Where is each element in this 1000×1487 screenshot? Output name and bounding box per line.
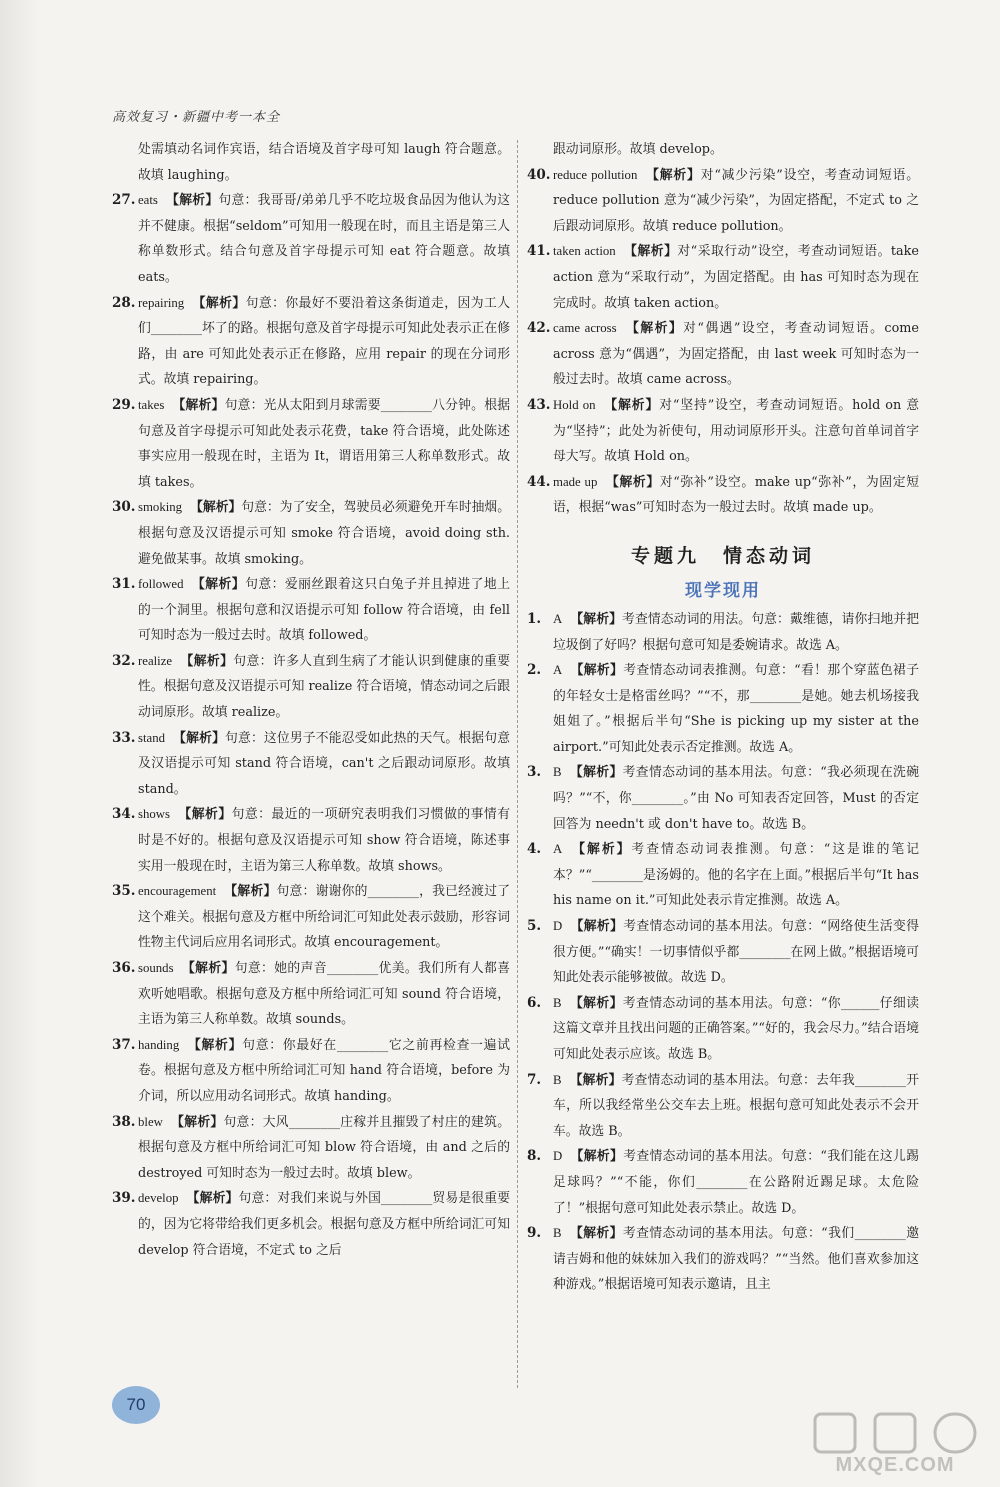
item-number: 38. (112, 1113, 136, 1130)
answer-item (112, 956, 510, 1033)
item-answer: taken action (553, 244, 616, 259)
item-explanation: 考查情态动词的基本用法。句意：“我们能在这儿踢足球吗？”“不能，你们________在公路附近踢足球。太危险了！”根据句意可知此处表示禁止。故选 D。 (553, 1149, 920, 1216)
watermark-text: MXQE.COM (835, 1454, 955, 1476)
watermark-logo (805, 1410, 985, 1480)
item-answer: A (553, 842, 563, 857)
analysis-tag: 【解析】 (570, 1149, 624, 1165)
analysis-tag: 【解析】 (623, 244, 678, 260)
item-explanation: 句意：为了安全，驾驶员必须避免开车时抽烟。根据句意及汉语提示可知 smoke 符合语境，avoid doing sth. 避免做某事。故填 smoking。 (138, 500, 511, 567)
item-explanation: 对“弥补”设空。make up“弥补”，为固定短语，根据“was”可知时态为一般过去时。故填 made up。 (553, 474, 919, 516)
item-answer: D (553, 1149, 563, 1164)
item-explanation: 句意：对我们来说与外国________贸易是很重要的，因为它将带给我们更多机会。根据句意及方框中所给词汇可知 develop 符合语境，不定式 to 之后 (138, 1191, 511, 1258)
analysis-tag: 【解析】 (569, 765, 623, 781)
item-number: 40. (527, 166, 551, 183)
item-answer: repairing (138, 295, 185, 310)
analysis-tag: 【解析】 (603, 397, 660, 413)
item-answer: develop (138, 1191, 179, 1206)
item-number: 29. (112, 396, 136, 413)
item-number: 33. (112, 729, 136, 746)
answer-item (527, 1068, 919, 1145)
item-explanation: 句意：她的声音________优美。我们所有人都喜欢听她唱歌。根据句意及方框中所给词汇可知 sound 符合语境，主语为第三人称单数。故填 sounds。 (138, 961, 511, 1028)
analysis-tag: 【解析】 (165, 193, 219, 209)
item-number: 27. (112, 192, 136, 209)
right-column-exercises (527, 607, 919, 1298)
answer-item (112, 1110, 510, 1187)
item-answer: B (553, 995, 562, 1010)
item-explanation: 处需填动名词作宾语，结合语境及首字母可知 laugh 符合题意。故填 laughing。 (138, 142, 510, 183)
analysis-tag: 【解析】 (187, 1037, 243, 1053)
analysis-tag: 【解析】 (190, 500, 242, 516)
item-answer: handing (138, 1037, 180, 1052)
item-number: 30. (112, 499, 136, 516)
item-explanation: 句意：这位男子不能忍受如此热的天气。根据句意及汉语提示可知 stand 符合语境，can't 之后跟动词原形。故填 stand。 (138, 730, 511, 797)
item-explanation: 对“采取行动”设空，考查动词短语。take action 意为“采取行动”，为固定搭配。由 has 可知时态为现在完成时。故填 taken action。 (553, 244, 920, 311)
answer-item (527, 470, 919, 521)
analysis-tag: 【解析】 (605, 474, 660, 490)
answer-item (527, 393, 919, 470)
running-header: 高效复习・新疆中考一本全 (112, 110, 281, 125)
analysis-tag: 【解析】 (569, 1072, 622, 1088)
item-number: 32. (112, 652, 136, 669)
left-column (112, 137, 510, 1263)
item-answer: eats (138, 193, 158, 208)
analysis-tag: 【解析】 (224, 884, 277, 900)
item-answer: B (553, 1072, 562, 1087)
answer-item (112, 188, 510, 290)
analysis-tag: 【解析】 (181, 961, 235, 976)
item-explanation: 句意：你最好在________它之前再检查一遍试卷。根据句意及方框中所给词汇可知 hand 符合语境，before 为介词，所以应用动名词形式。故填 handing。 (138, 1037, 511, 1104)
item-number: 39. (112, 1190, 136, 1207)
item-explanation: 句意：爱丽丝跟着这只白兔子并且掉进了地上的一个洞里。根据句意和汉语提示可知 follow 符合语境，由 fell 可知时态为一般过去时。故填 followed。 (138, 577, 511, 644)
item-number: 44. (527, 473, 551, 490)
item-explanation: 句意：最近的一项研究表明我们习惯做的事情有时是不好的。根据句意及汉语提示可知 show 符合语境，陈述事实用一般现在时，主语为第三人称单数。故填 shows。 (138, 807, 511, 874)
item-explanation: 句意：你最好不要沿着这条街道走，因为工人们________坏了的路。根据句意及首字母提示可知此处表示正在修路，由 are 可知此处表示正在修路，应用 repair 的现在分词形式。故填 repairing。 (138, 295, 511, 388)
answer-item (527, 239, 919, 316)
answer-item (527, 658, 919, 760)
answer-item (527, 137, 919, 163)
item-answer: blew (138, 1114, 163, 1129)
analysis-tag: 【解析】 (172, 397, 225, 413)
watermark-glyphs-icon (805, 1410, 985, 1456)
item-explanation: 对“偶遇”设空，考查动词短语。come across 意为“偶遇”，为固定搭配，由 last week 可知时态为一般过去时。故填 came across。 (553, 321, 920, 388)
item-number: 5. (527, 918, 542, 935)
item-explanation: 跟动词原形。故填 develop。 (553, 142, 723, 157)
item-explanation: 考查情态动词表推测。句意：“这是谁的笔记本？”“________是汤姆的。他的名字在上面。”根据后半句“It has his name on it.”可知此处表示肯定推测。故选 A。 (553, 842, 920, 909)
item-answer: made up (553, 474, 598, 489)
analysis-tag: 【解析】 (570, 611, 623, 627)
answer-item (527, 1221, 919, 1298)
page-edge-shadow (0, 0, 40, 1487)
item-answer: A (553, 611, 563, 626)
answer-item (527, 837, 919, 914)
item-number: 7. (527, 1071, 542, 1088)
answer-item (112, 879, 510, 956)
answer-item (112, 649, 510, 726)
analysis-tag: 【解析】 (173, 730, 226, 746)
right-column-answers (527, 137, 919, 521)
answer-item (112, 726, 510, 803)
answer-item (112, 1033, 510, 1110)
answer-item (527, 607, 919, 658)
item-explanation: 考查情态动词的基本用法。句意：“我们________邀请吉姆和他的妹妹加入我们的游戏吗？”“当然。他们喜欢参加这种游戏。”根据语境可知表示邀请，且主 (553, 1226, 919, 1293)
item-number: 4. (527, 841, 542, 858)
item-number: 2. (527, 662, 542, 679)
answer-item (112, 572, 510, 649)
item-explanation: 考查情态动词的基本用法。句意：“网络使生活变得很方便。”“确实！一切事情似乎都________在网上做。”根据语境可知此处表示能够被做。故选 D。 (553, 919, 920, 986)
item-explanation: 考查情态动词的基本用法。句意：去年我________开车，所以我经常坐公交车去上班。根据句意可知此处表示不会开车。故选 B。 (553, 1072, 920, 1139)
item-answer: A (553, 663, 563, 678)
item-number: 9. (527, 1225, 542, 1242)
item-number: 41. (527, 243, 551, 260)
analysis-tag: 【解析】 (569, 1226, 623, 1242)
item-number: 28. (112, 294, 136, 311)
item-number: 1. (527, 610, 542, 627)
analysis-tag: 【解析】 (624, 321, 684, 337)
item-answer: reduce pollution (553, 167, 638, 182)
item-number: 35. (112, 883, 136, 900)
item-explanation: 句意：大风________庄稼并且摧毁了村庄的建筑。根据句意及方框中所给词汇可知 blow 符合语境，由 and 之后的 destroyed 可知时态为一般过去时。故填 blew。 (138, 1114, 511, 1181)
item-answer: sounds (138, 961, 174, 975)
item-answer: takes (138, 397, 165, 412)
right-column (527, 137, 919, 1298)
answer-item (112, 291, 510, 393)
item-answer: stand (138, 730, 166, 745)
item-number: 3. (527, 764, 542, 781)
answer-item (112, 495, 510, 572)
item-number: 36. (112, 960, 136, 976)
analysis-tag: 【解析】 (570, 663, 624, 679)
item-answer: came across (553, 321, 617, 336)
item-number: 31. (112, 576, 136, 593)
answer-item (527, 760, 919, 837)
page-number-badge (112, 1386, 160, 1424)
sub-title: 现学现用 (685, 580, 761, 601)
analysis-tag: 【解析】 (180, 653, 234, 669)
answer-item (112, 1186, 510, 1263)
analysis-tag: 【解析】 (645, 167, 701, 183)
answer-item (112, 393, 510, 495)
item-number: 6. (527, 994, 542, 1011)
item-answer: B (553, 1226, 562, 1241)
item-answer: D (553, 919, 563, 934)
page-number: 70 (126, 1395, 146, 1414)
item-number: 43. (527, 396, 551, 413)
item-answer: encouragement (138, 884, 217, 899)
answer-item (112, 137, 510, 188)
item-answer: realize (138, 653, 173, 668)
answer-item (527, 1144, 919, 1221)
item-explanation: 考查情态动词的基本用法。句意：“我必须现在洗碗吗？”“不，你________。”由 No 可知表否定回答，Must 的否定回答为 needn't 或 don't have to。故选 B。 (553, 765, 919, 832)
item-answer: Hold on (553, 397, 596, 412)
item-explanation: 句意：许多人直到生病了才能认识到健康的重要性。根据句意及汉语提示可知 realize 符合语境，情态动词之后跟动词原形。故填 realize。 (138, 653, 511, 721)
item-answer: shows (138, 807, 170, 822)
item-explanation: 对“坚持”设空，考查动词短语。hold on 意为“坚持”；此处为祈使句，用动词原形开头。注意句首单词首字母大写。故填 Hold on。 (553, 397, 920, 465)
analysis-tag: 【解析】 (186, 1191, 239, 1207)
analysis-tag: 【解析】 (192, 295, 246, 311)
answer-item (527, 316, 919, 393)
analysis-tag: 【解析】 (570, 842, 632, 858)
item-explanation: 对“减少污染”设空，考查动词短语。reduce pollution 意为“减少污染”，为固定搭配，不定式 to 之后跟动词原形。故填 reduce pollution。 (553, 167, 919, 234)
section-title: 专题九 情态动词 (630, 544, 815, 567)
item-explanation: 句意：谢谢你的________，我已经渡过了这个难关。根据句意及方框中所给词汇可知此处表示鼓励，形容词性物主代词后应用名词形式。故填 encouragement。 (138, 884, 511, 951)
item-number: 34. (112, 806, 136, 823)
analysis-tag: 【解析】 (191, 577, 246, 593)
answer-item (112, 802, 510, 879)
item-number: 8. (527, 1148, 542, 1165)
analysis-tag: 【解析】 (570, 919, 624, 935)
item-answer: smoking (138, 500, 183, 515)
column-divider (517, 140, 518, 1388)
answer-item (527, 914, 919, 991)
item-number: 42. (527, 320, 551, 337)
answer-item (527, 163, 919, 240)
item-explanation: 句意：光从太阳到月球需要________八分钟。根据句意及首字母提示可知此处表示花费，take 符合语境，此处陈述事实应用一般现在时，主语为 It，谓语用第三人称单数形式。故填 takes。 (138, 397, 511, 490)
item-explanation: 考查情态动词的基本用法。句意：“你______仔细读这篇文章并且找出问题的正确答案。”“好的，我会尽力。”结合语境可知此处表示应该。故选 B。 (553, 995, 920, 1062)
item-answer: followed (138, 577, 184, 592)
answer-item (527, 991, 919, 1068)
item-explanation: 句意：我哥哥/弟弟几乎不吃垃圾食品因为他认为这并不健康。根据“seldom”可知用一般现在时，而且主语是第三人称单数形式。结合句意及首字母提示可知 eat 符合题意。故填 eats。 (138, 193, 511, 285)
analysis-tag: 【解析】 (178, 807, 232, 823)
item-explanation: 考查情态动词表推测。句意：“看！那个穿蓝色裙子的年轻女士是格雷丝吗？”“不，那________是她。她去机场接我姐姐了。”根据后半句“She is picking up my sister at the airport.”可知此处表示否定推测。故选 A。 (553, 663, 920, 755)
analysis-tag: 【解析】 (170, 1114, 224, 1130)
item-answer: B (553, 765, 562, 780)
item-explanation: 考查情态动词的用法。句意：戴维德，请你扫地并把垃圾倒了好吗？根据句意可知是委婉请求。故选 A。 (553, 611, 920, 653)
item-number: 37. (112, 1036, 136, 1053)
analysis-tag: 【解析】 (569, 995, 623, 1011)
